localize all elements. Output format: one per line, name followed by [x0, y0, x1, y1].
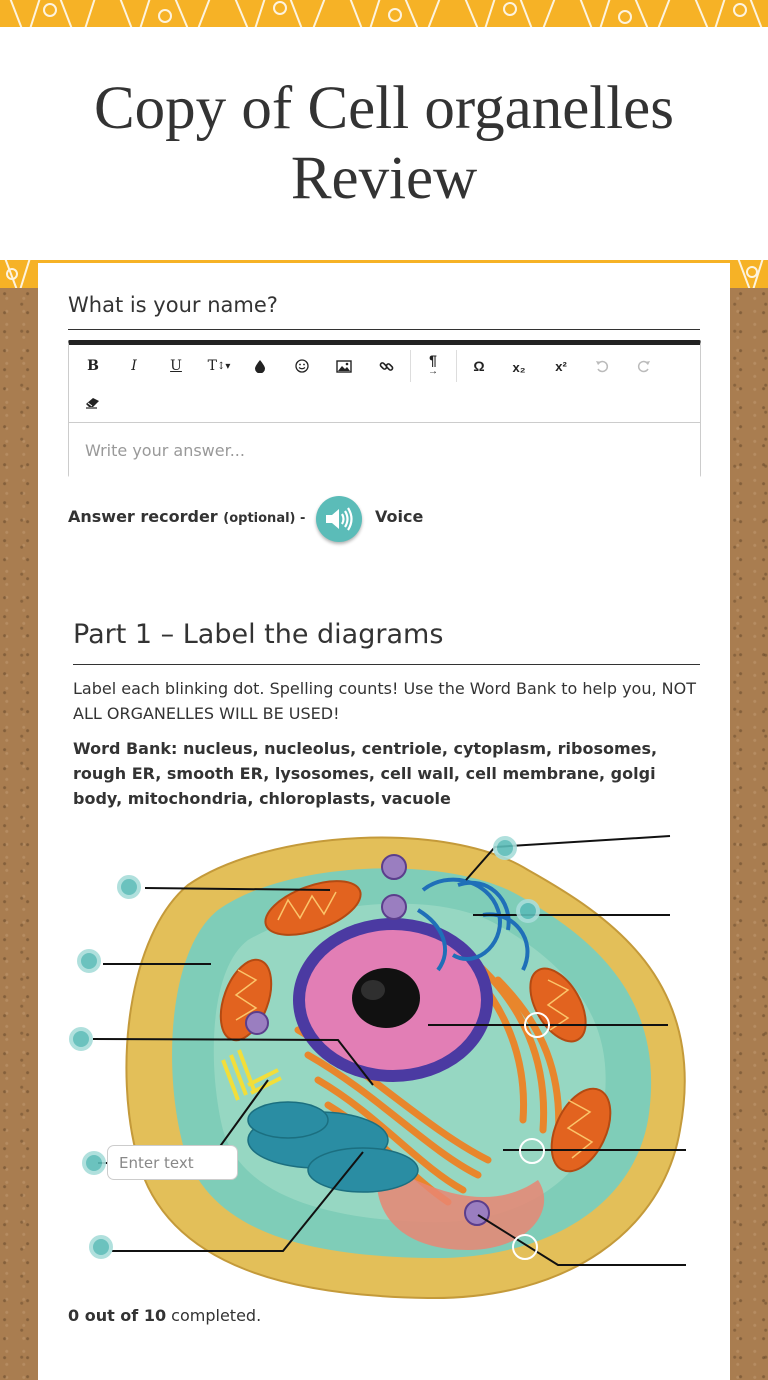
- divider: [73, 664, 700, 665]
- redo-icon: [637, 359, 651, 373]
- smiley-icon: [295, 359, 309, 373]
- title-area: [0, 27, 768, 260]
- undo-icon: [595, 359, 609, 373]
- paragraph-direction-button[interactable]: [418, 353, 448, 379]
- text-size-button[interactable]: [202, 353, 236, 379]
- part1-title: Part 1 – Label the diagrams: [73, 619, 444, 650]
- divider: [68, 329, 700, 330]
- bold-button[interactable]: B: [78, 353, 108, 379]
- answer-input[interactable]: [69, 422, 700, 477]
- cell-diagram: [68, 830, 700, 1304]
- paragraph-icon: ¶: [429, 352, 437, 368]
- link-icon: [379, 359, 394, 374]
- text-color-button[interactable]: [245, 353, 275, 379]
- rich-text-editor: [68, 340, 701, 477]
- text-size-label: T: [207, 358, 217, 374]
- recorder-optional: (optional) -: [223, 511, 306, 526]
- image-button[interactable]: [329, 353, 359, 379]
- top-pattern-band: [0, 0, 768, 27]
- emoji-button[interactable]: [287, 353, 317, 379]
- text-size-cursor-icon: ↕▾: [216, 360, 231, 372]
- image-icon: [336, 360, 352, 373]
- link-button[interactable]: [371, 353, 401, 379]
- toolbar-separator: [456, 350, 457, 382]
- worksheet: [38, 263, 730, 1380]
- eraser-icon: [85, 397, 101, 409]
- page-title: Copy of Cell organelles Review: [94, 74, 674, 212]
- voice-label: Voice: [375, 507, 424, 526]
- word-bank: Word Bank: nucleus, nucleolus, centriole, cytoplasm, ribosomes, rough ER, smooth ER, lysosomes, cell wall, cell membrane, golgi body, mitochondria, chloroplasts, vacuole: [73, 739, 658, 808]
- answer-recorder-label: [68, 507, 305, 526]
- question-label: What is your name?: [68, 293, 278, 317]
- clear-format-button[interactable]: [78, 390, 108, 416]
- recorder-title: Answer recorder: [68, 507, 218, 526]
- editor-toolbar: [69, 345, 700, 422]
- instructions: Label each blinking dot. Spelling counts! Use the Word Bank to help you, NOT ALL ORGANELLES WILL BE USED!: [73, 679, 696, 723]
- toolbar-separator: [410, 350, 411, 382]
- redo-button[interactable]: [629, 353, 659, 379]
- progress-status: [68, 1306, 261, 1325]
- progress-suffix: completed.: [166, 1306, 262, 1325]
- superscript-button[interactable]: x²: [546, 353, 576, 379]
- arrow-right-icon: →: [428, 366, 438, 377]
- diagram-label-input[interactable]: [107, 1145, 238, 1180]
- animal-cell-illustration: [68, 830, 700, 1304]
- progress-count: 0 out of 10: [68, 1306, 167, 1325]
- subscript-button[interactable]: x₂: [504, 354, 534, 380]
- undo-button[interactable]: [587, 353, 617, 379]
- voice-record-button[interactable]: [316, 496, 362, 542]
- special-character-button[interactable]: Ω: [464, 353, 494, 379]
- droplet-icon: [254, 359, 266, 373]
- speaker-icon: [324, 506, 354, 532]
- italic-button[interactable]: I: [119, 353, 149, 379]
- underline-button[interactable]: U: [161, 353, 191, 379]
